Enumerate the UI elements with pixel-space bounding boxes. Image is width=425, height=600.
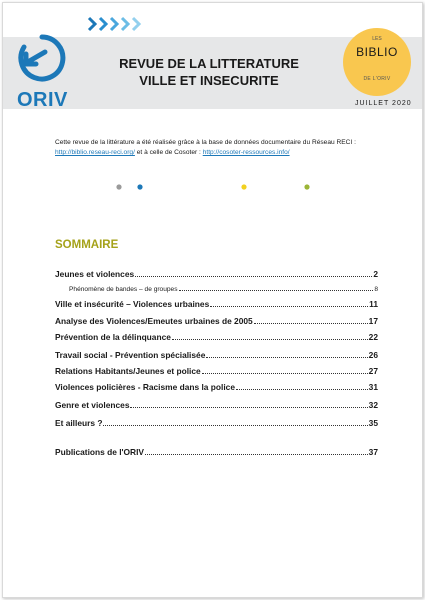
sommaire-heading: SOMMAIRE (55, 239, 119, 251)
toc-entry-label: Phénomène de bandes – de groupes (69, 286, 178, 293)
logo-text: ORIV (17, 89, 68, 111)
toc-dot-leader (202, 372, 368, 374)
toc-entry-label: Publications de l'ORIV (55, 447, 145, 457)
toc-dot-leader (210, 305, 368, 307)
toc-entry-page-number: 32 (368, 400, 378, 410)
toc-entry[interactable] (55, 380, 378, 392)
toc-entry-page-number: 35 (368, 418, 378, 428)
toc-dot-leader (145, 453, 368, 455)
toc-entry-page-number: 27 (368, 366, 378, 376)
toc-entry[interactable] (55, 398, 378, 410)
toc-entry-label: Ville et insécurité – Violences urbaines (55, 299, 210, 309)
cosoter-link[interactable]: http://cosoter-ressources.info/ (202, 149, 290, 156)
toc-entry-page-number: 22 (368, 332, 378, 342)
toc-entry-label: Prévention de la délinquance (55, 332, 171, 342)
toc-entry-label: Genre et violences (55, 400, 130, 410)
toc-entry[interactable] (55, 330, 378, 342)
toc-entry-label: Et ailleurs ? (55, 418, 103, 428)
toc-entry-page-number: 31 (368, 382, 378, 392)
toc-entry[interactable] (55, 445, 378, 457)
toc-entry-page-number: 37 (368, 447, 378, 457)
toc-entry[interactable] (55, 267, 378, 279)
toc-entry[interactable] (55, 297, 378, 309)
toc-dot-leader (179, 289, 374, 291)
toc-dot-leader (236, 388, 368, 390)
toc-entry[interactable] (55, 364, 378, 376)
divider-dots-icon (103, 182, 323, 192)
badge-main-text: BIBLIO (356, 45, 398, 59)
toc-dot-leader (135, 275, 372, 277)
toc-entry-label: Analyse des Violences/Emeutes urbaines de 2005 (55, 316, 253, 326)
document-title (99, 55, 319, 89)
toc-entry[interactable] (55, 314, 378, 326)
toc-entry-page-number: 26 (368, 350, 378, 360)
chevrons-decoration-icon (87, 15, 147, 33)
badge-top-text: LES (372, 36, 382, 42)
toc-dot-leader (172, 338, 368, 340)
intro-text-1: Cette revue de la littérature a été réalisée grâce à la base de données documentaire du Réseau RECI : (55, 139, 356, 146)
toc-entry-page-number: 11 (369, 299, 378, 309)
toc-entry-page-number: 2 (373, 269, 378, 279)
oriv-logo-icon (17, 33, 67, 87)
toc-entry-page-number: 8 (374, 286, 378, 293)
toc-entry[interactable] (55, 348, 378, 360)
toc-dot-leader (206, 356, 367, 358)
toc-entry[interactable] (55, 416, 378, 428)
reseau-reci-link[interactable]: http://biblio.reseau-reci.org/ (55, 149, 135, 156)
toc-entry[interactable] (55, 281, 378, 293)
document-page (2, 2, 423, 598)
badge-bottom-text: DE L'ORIV (363, 76, 391, 82)
toc-entry-label: Travail social - Prévention spécialisée (55, 350, 206, 360)
intro-text-2: et à celle de Cosoter : (134, 149, 203, 156)
toc-dot-leader (254, 322, 368, 324)
toc-dot-leader (103, 424, 367, 426)
title-line-1: REVUE DE LA LITTERATURE (119, 56, 299, 71)
biblio-badge (343, 28, 411, 96)
toc-entry-label: Relations Habitants/Jeunes et police (55, 366, 201, 376)
toc-entry-label: Jeunes et violences (55, 269, 135, 279)
toc-entry-page-number: 17 (368, 316, 378, 326)
intro-paragraph (55, 138, 385, 158)
publication-date: JUILLET 2020 (355, 100, 412, 107)
toc-dot-leader (130, 406, 367, 408)
title-line-2: VILLE ET INSECURITE (139, 73, 279, 88)
toc-entry-label: Violences policières - Racisme dans la police (55, 382, 235, 392)
